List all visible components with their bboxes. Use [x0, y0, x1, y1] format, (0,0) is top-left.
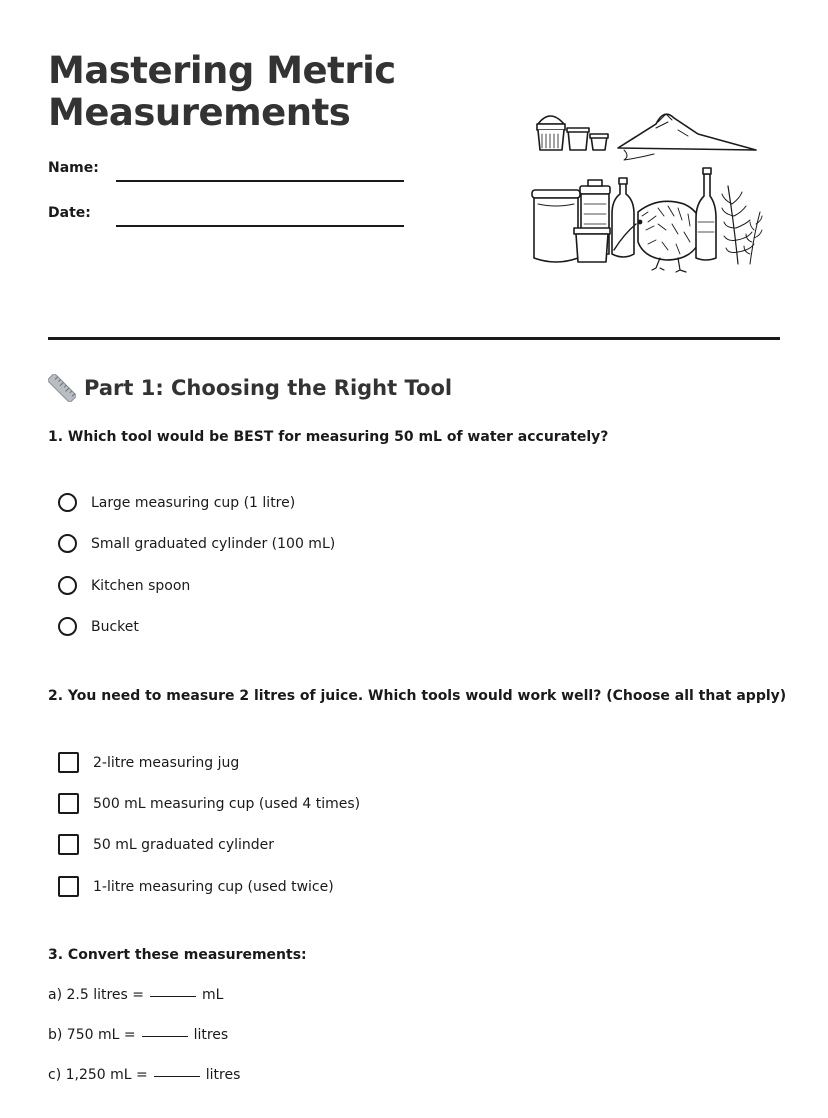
measuring-tools-kiwi-illustration [528, 104, 764, 274]
answer-blank[interactable] [150, 996, 196, 997]
q1-question: 1. Which tool would be BEST for measuring 50 mL of water accurately? [48, 429, 609, 445]
conversion-item-b [48, 1027, 228, 1043]
q2-question: 2. You need to measure 2 litres of juice. Which tools would work well? (Choose all that apply) [48, 688, 787, 704]
q2-option-4[interactable] [58, 876, 334, 897]
option-label: 500 mL measuring cup (used 4 times) [93, 795, 361, 812]
option-label: Small graduated cylinder (100 mL) [91, 535, 336, 552]
q2-option-3[interactable] [58, 834, 274, 855]
q2-option-2[interactable] [58, 793, 360, 814]
q1-option-4[interactable] [58, 617, 139, 636]
answer-blank[interactable] [154, 1076, 200, 1077]
conversion-lead: b) 750 mL = [48, 1027, 136, 1043]
answer-blank[interactable] [142, 1036, 188, 1037]
q1-option-2[interactable] [58, 534, 335, 553]
ruler-icon [48, 374, 76, 402]
radio-button[interactable] [58, 576, 77, 595]
date-field[interactable] [116, 225, 404, 227]
q1-option-3[interactable] [58, 576, 190, 595]
q3-question: 3. Convert these measurements: [48, 947, 307, 963]
option-label: Bucket [91, 618, 139, 635]
option-label: Large measuring cup (1 litre) [91, 494, 296, 511]
conversion-item-a [48, 987, 223, 1003]
name-label: Name: [48, 160, 99, 176]
section-divider [48, 337, 780, 340]
conversion-unit: litres [205, 1067, 241, 1083]
worksheet-title: Mastering Metric Measurements [48, 49, 396, 134]
q1-option-1[interactable] [58, 493, 295, 512]
radio-button[interactable] [58, 617, 77, 636]
conversion-unit: litres [193, 1027, 229, 1043]
checkbox[interactable] [58, 876, 79, 897]
option-label: Kitchen spoon [91, 577, 191, 594]
conversion-lead: a) 2.5 litres = [48, 987, 145, 1003]
option-label: 50 mL graduated cylinder [93, 836, 275, 853]
radio-button[interactable] [58, 534, 77, 553]
name-field[interactable] [116, 180, 404, 182]
checkbox[interactable] [58, 793, 79, 814]
conversion-item-c [48, 1067, 240, 1083]
checkbox[interactable] [58, 834, 79, 855]
conversion-unit: mL [202, 987, 224, 1003]
checkbox[interactable] [58, 752, 79, 773]
part1-heading-text: Part 1: Choosing the Right Tool [84, 376, 453, 400]
radio-button[interactable] [58, 493, 77, 512]
option-label: 1-litre measuring cup (used twice) [93, 878, 334, 895]
option-label: 2-litre measuring jug [93, 754, 240, 771]
q2-option-1[interactable] [58, 752, 239, 773]
conversion-lead: c) 1,250 mL = [48, 1067, 148, 1083]
part1-heading [48, 374, 452, 402]
date-label: Date: [48, 205, 91, 221]
